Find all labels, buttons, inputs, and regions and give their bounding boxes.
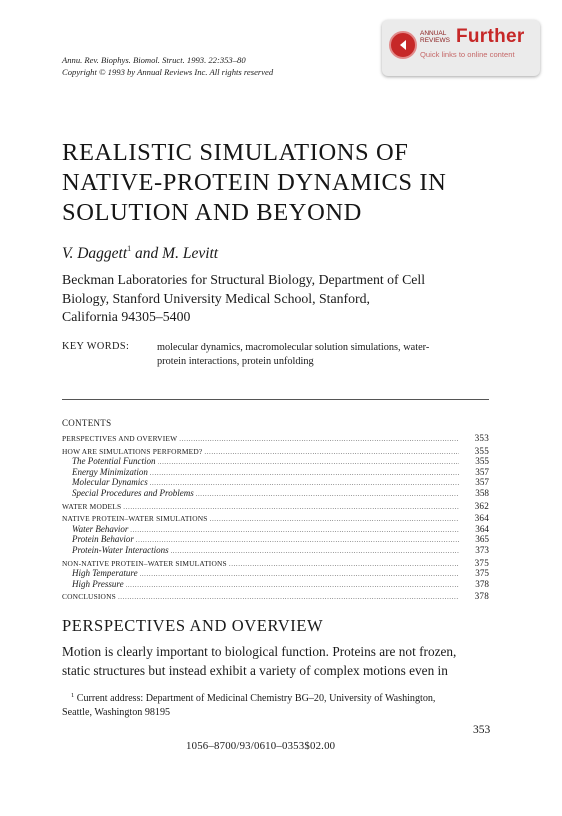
toc-entry[interactable] [62,591,489,602]
toc-entry[interactable] [62,524,489,535]
affiliation-line-3: California 94305–5400 [62,309,191,324]
footnote [62,689,492,720]
toc-entry-title: PERSPECTIVES AND OVERVIEW [62,434,178,443]
toc-entry-title: Water Behavior [72,523,129,534]
toc-leader [130,526,459,534]
keywords-line-1: molecular dynamics, macromolecular solution simulations, water- [157,342,430,353]
toc-entry-title: Energy Minimization [72,466,148,477]
toc-entry-page: 364 [474,513,489,524]
page-number: 353 [473,724,491,736]
toc-entry-page: 357 [475,466,489,477]
toc-entry[interactable] [62,446,489,457]
banner-reviews-label: REVIEWS [420,37,450,44]
toc-leader [204,448,459,456]
citation-line-2: Copyright © 1993 by Annual Reviews Inc. All rights reserved [62,67,274,77]
footnote-text-1: Current address: Department of Medicinal Chemistry BG–20, University of Washington, [74,693,436,704]
toc-entry[interactable] [62,477,489,488]
toc-entry-title: WATER MODELS [62,501,122,511]
citation-line-1: Annu. Rev. Biophys. Biomol. Struct. 1993. 22:353–80 [62,55,246,65]
affiliation [62,271,425,327]
footnote-mark: 1 [71,692,75,699]
toc-entry-page: 353 [474,433,489,443]
toc-entry-page: 355 [475,456,489,467]
contents-label: CONTENTS [62,418,112,428]
toc-leader [123,503,459,511]
toc-entry-title: High Pressure [72,578,124,589]
toc-leader [126,581,459,589]
toc-entry-page: 355 [474,445,489,456]
footnote-line-2: Seattle, Washington 98195 [62,707,171,718]
affiliation-line-1: Beckman Laboratories for Structural Biology, Department of Cell [62,272,426,287]
citation-header [62,54,273,78]
toc-leader [179,435,459,443]
toc-entry[interactable] [62,501,489,512]
toc-entry[interactable] [62,467,489,478]
toc-entry-title: NATIVE PROTEIN–WATER SIMULATIONS [62,514,208,524]
toc-entry-title: HOW ARE SIMULATIONS PERFORMED? [62,446,203,456]
author-separator: and [131,245,163,262]
toc-leader [210,515,459,523]
author-1-footnote-mark[interactable]: 1 [127,244,132,253]
toc-entry-title: The Potential Function [72,456,156,467]
divider [62,399,489,400]
toc-leader [196,490,459,498]
annual-reviews-logo-icon [389,31,417,59]
toc-entry[interactable] [62,488,489,499]
section-heading: PERSPECTIVES AND OVERVIEW [62,616,324,635]
footnote-line-1 [62,689,492,706]
table-of-contents [62,433,489,602]
toc-entry[interactable] [62,558,489,569]
toc-entry-page: 364 [475,523,489,534]
title-line-3: SOLUTION AND BEYOND [62,199,362,226]
toc-entry-page: 378 [474,591,489,602]
toc-entry-title: Protein Behavior [72,534,134,545]
toc-entry[interactable] [62,545,489,556]
further-links-banner[interactable] [382,20,540,76]
toc-entry-title: NON-NATIVE PROTEIN–WATER SIMULATIONS [62,558,227,568]
toc-leader [150,479,459,487]
toc-entry[interactable] [62,568,489,579]
affiliation-line-2: Biology, Stanford University Medical School, Stanford, [62,290,370,306]
toc-entry-page: 358 [475,487,489,498]
body-line-1: Motion is clearly important to biological function. Proteins are not frozen, [62,644,457,659]
title-line-2: NATIVE-PROTEIN DYNAMICS IN [62,169,447,196]
article-title [62,138,446,228]
keywords-label: KEY WORDS: [62,341,130,352]
keywords-line-2: protein interactions, protein unfolding [157,356,314,367]
toc-entry-page: 365 [475,534,489,545]
toc-leader [229,560,459,568]
toc-entry-page: 375 [474,557,489,568]
toc-entry-page: 375 [475,568,489,579]
banner-further-label: Further [456,26,525,47]
toc-entry-title: CONCLUSIONS [62,592,116,602]
body-paragraph [62,643,492,680]
toc-leader [158,458,460,466]
toc-entry-title: Molecular Dynamics [72,477,148,488]
banner-annual-reviews [420,30,450,44]
toc-entry-page: 362 [474,500,489,511]
banner-annual-label: ANNUAL [420,30,447,37]
toc-leader [136,536,459,544]
author-2: M. Levitt [162,245,219,262]
toc-entry-title: High Temperature [72,568,138,579]
toc-entry[interactable] [62,433,489,444]
body-line-2: static structures but instead exhibit a variety of complex motions even in [62,662,448,678]
toc-entry[interactable] [62,579,489,590]
toc-leader [171,547,459,555]
toc-leader [150,469,459,477]
toc-entry[interactable] [62,456,489,467]
toc-entry-title: Protein-Water Interactions [72,544,169,555]
author-1: V. Daggett [62,245,128,262]
toc-entry-title: Special Procedures and Problems [72,487,194,498]
toc-leader [118,593,459,601]
play-back-icon [397,39,409,51]
toc-leader [140,570,459,578]
keywords [157,341,493,369]
banner-subtitle: Quick links to online content [420,50,515,59]
toc-entry-page: 357 [475,477,489,488]
toc-entry[interactable] [62,534,489,545]
toc-entry-page: 373 [475,544,489,555]
toc-entry-page: 378 [475,578,489,589]
title-line-1: REALISTIC SIMULATIONS OF [62,139,409,166]
toc-entry[interactable] [62,513,489,524]
authors [62,244,218,263]
issn-code: 1056–8700/93/0610–0353$02.00 [186,740,336,752]
